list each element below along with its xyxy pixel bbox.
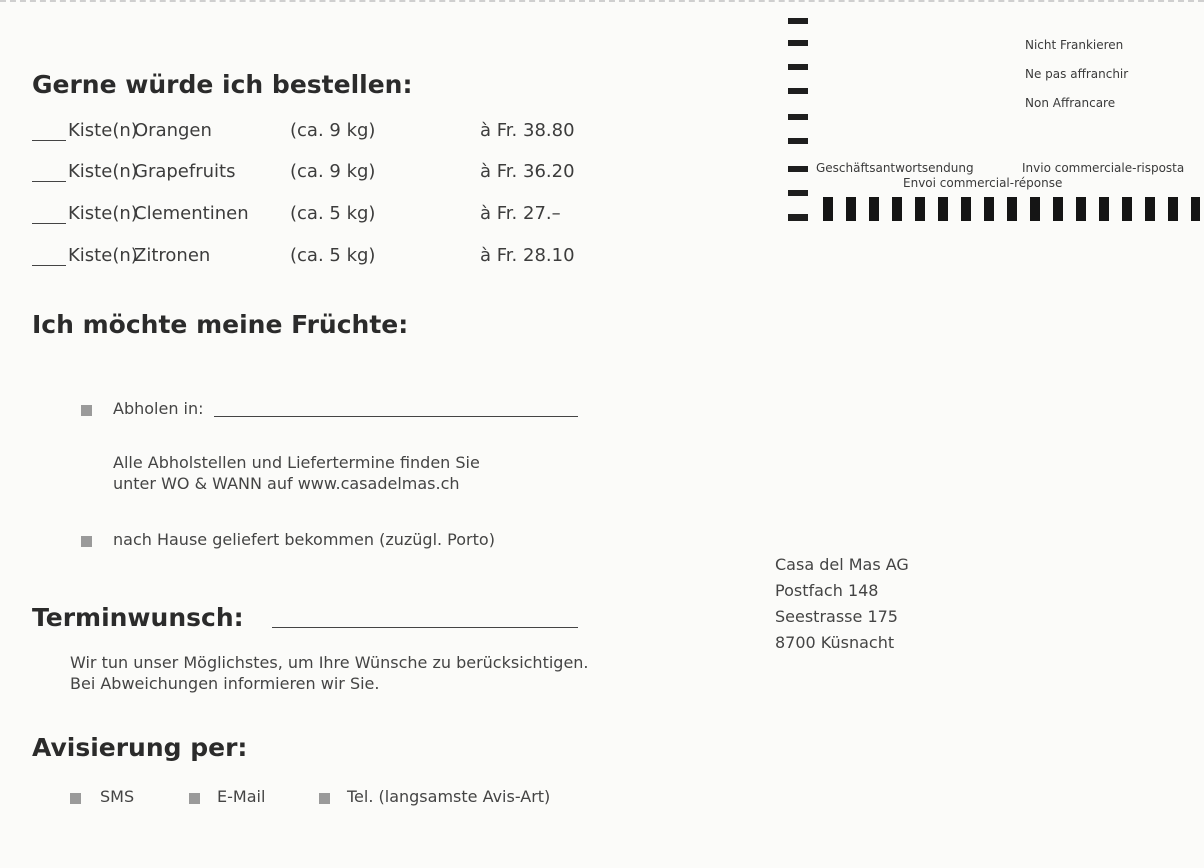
- address-line-pobox: Postfach 148: [775, 581, 879, 600]
- barcode-bar: [961, 197, 971, 221]
- postal-mark: [788, 18, 808, 24]
- product-price: à Fr. 38.80: [480, 120, 575, 141]
- barcode-bar: [846, 197, 856, 221]
- address-line-city: 8700 Küsnacht: [775, 633, 895, 652]
- home-delivery-label: nach Hause geliefert bekommen (zuzügl. Porto): [113, 530, 495, 549]
- postal-mark: [788, 40, 808, 46]
- address-line-company: Casa del Mas AG: [775, 555, 909, 574]
- product-name: Orangen: [134, 120, 212, 141]
- no-postage-it: Non Affrancare: [1025, 96, 1116, 110]
- barcode-bar: [915, 197, 925, 221]
- tel-checkbox[interactable]: [319, 793, 330, 804]
- home-delivery-checkbox[interactable]: [81, 536, 92, 547]
- barcode-bar: [938, 197, 948, 221]
- postal-mark: [788, 88, 808, 94]
- barcode-bar: [1145, 197, 1155, 221]
- unit-label: Kiste(n): [68, 245, 138, 266]
- pickup-location-field[interactable]: [214, 416, 578, 417]
- appointment-note-line-1: Wir tun unser Möglichstes, um Ihre Wünsche zu berücksichtigen.: [70, 653, 589, 672]
- appointment-note-line-2: Bei Abweichungen informieren wir Sie.: [70, 674, 380, 693]
- business-reply-it: Invio commerciale-risposta: [1022, 161, 1185, 175]
- product-name: Clementinen: [134, 203, 249, 224]
- barcode-bar: [1122, 197, 1132, 221]
- perforation-line: [0, 0, 1204, 2]
- barcode-bar: [1099, 197, 1109, 221]
- postal-mark: [788, 214, 808, 221]
- order-heading: Gerne würde ich bestellen:: [32, 70, 413, 99]
- product-price: à Fr. 36.20: [480, 161, 575, 182]
- postal-mark: [788, 138, 808, 144]
- barcode-bar: [1191, 197, 1200, 221]
- barcode-bar: [1007, 197, 1017, 221]
- pickup-label: Abholen in:: [113, 399, 204, 418]
- postal-mark: [788, 166, 808, 172]
- product-weight: (ca. 9 kg): [290, 161, 376, 182]
- pickup-note-line-2: unter WO & WANN auf www.casadelmas.ch: [113, 474, 460, 493]
- tel-label: Tel. (langsamste Avis-Art): [347, 787, 551, 806]
- postal-mark: [788, 64, 808, 70]
- postal-mark: [788, 190, 808, 196]
- product-weight: (ca. 5 kg): [290, 203, 376, 224]
- notification-heading: Avisierung per:: [32, 733, 248, 762]
- barcode-bar: [892, 197, 902, 221]
- pickup-note: [113, 452, 480, 494]
- product-price: à Fr. 28.10: [480, 245, 575, 266]
- barcode-bar: [869, 197, 879, 221]
- postal-mark: [788, 114, 808, 120]
- quantity-blank[interactable]: [32, 223, 66, 224]
- product-weight: (ca. 9 kg): [290, 120, 376, 141]
- product-price: à Fr. 27.–: [480, 203, 561, 224]
- quantity-blank[interactable]: [32, 181, 66, 182]
- barcode-bar: [1168, 197, 1178, 221]
- no-postage-de: Nicht Frankieren: [1025, 38, 1124, 52]
- pickup-checkbox[interactable]: [81, 405, 92, 416]
- business-reply-de: Geschäftsantwortsendung: [816, 161, 974, 175]
- sms-label: SMS: [100, 787, 135, 806]
- barcode-bar: [1053, 197, 1063, 221]
- delivery-heading: Ich möchte meine Früchte:: [32, 310, 409, 339]
- product-weight: (ca. 5 kg): [290, 245, 376, 266]
- barcode-bar: [984, 197, 994, 221]
- pickup-note-line-1: Alle Abholstellen und Liefertermine finden Sie: [113, 453, 480, 472]
- quantity-blank[interactable]: [32, 265, 66, 266]
- appointment-heading: Terminwunsch:: [32, 603, 244, 632]
- appointment-note: [70, 652, 589, 694]
- address-line-street: Seestrasse 175: [775, 607, 898, 626]
- no-postage-fr: Ne pas affranchir: [1025, 67, 1129, 81]
- product-name: Zitronen: [134, 245, 211, 266]
- barcode-bar: [1076, 197, 1086, 221]
- sms-checkbox[interactable]: [70, 793, 81, 804]
- barcode-bar: [1030, 197, 1040, 221]
- unit-label: Kiste(n): [68, 120, 138, 141]
- product-name: Grapefruits: [134, 161, 236, 182]
- appointment-field[interactable]: [272, 627, 578, 628]
- barcode-bar: [823, 197, 833, 221]
- quantity-blank[interactable]: [32, 140, 66, 141]
- recipient-address: [775, 552, 909, 656]
- business-reply-fr: Envoi commercial-réponse: [903, 176, 1063, 190]
- unit-label: Kiste(n): [68, 203, 138, 224]
- email-checkbox[interactable]: [189, 793, 200, 804]
- unit-label: Kiste(n): [68, 161, 138, 182]
- email-label: E-Mail: [217, 787, 266, 806]
